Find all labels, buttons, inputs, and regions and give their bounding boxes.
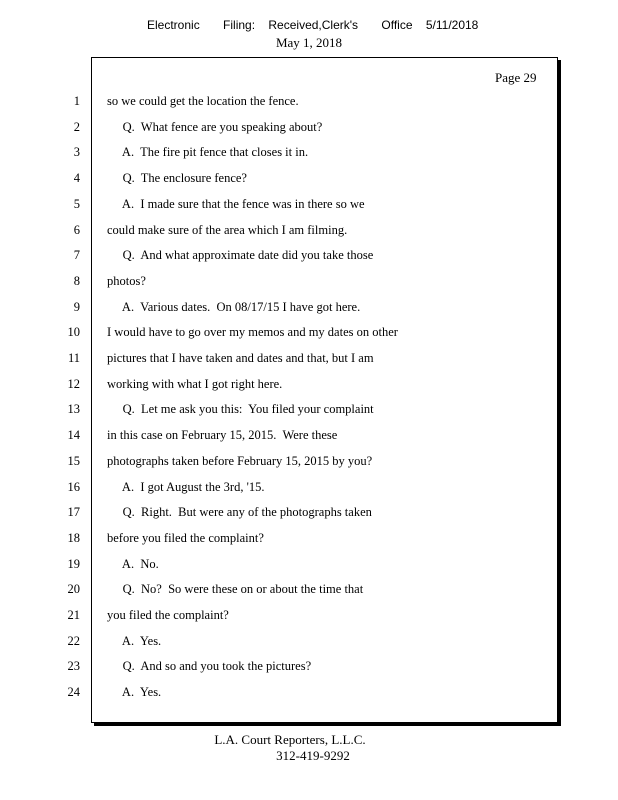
line-number: 18 (67, 530, 80, 545)
filing-stamp-date: 5/11/2018 (425, 18, 479, 32)
line-number: 16 (67, 479, 80, 494)
line-text: A. Yes. (107, 633, 162, 648)
line-text: so we could get the location the fence. (107, 94, 299, 108)
line-text: Q. No? So were these on or about the time that (107, 582, 364, 597)
line-text: A. No. (107, 556, 159, 571)
line-text: A. Various dates. On 08/17/15 I have got here. (107, 299, 361, 314)
transcript-line (0, 322, 560, 342)
transcript-line (0, 91, 560, 111)
transcript-line (0, 631, 560, 651)
line-number: 8 (73, 273, 80, 288)
filing-stamp-office: Office (381, 18, 413, 32)
transcript-line (0, 168, 560, 188)
line-text: you filed the complaint? (107, 608, 229, 622)
line-text: I would have to go over my memos and my dates on other (107, 325, 398, 340)
line-text: A. I got August the 3rd, '15. (107, 479, 265, 494)
filing-stamp-electronic: Electronic (147, 18, 200, 32)
line-text: Q. And what approximate date did you take those (107, 248, 374, 263)
line-number: 15 (67, 453, 80, 468)
transcript-line (0, 399, 560, 419)
transcript-line (0, 245, 560, 265)
transcript-line (0, 605, 560, 625)
line-number: 4 (73, 171, 80, 186)
transcript-line (0, 220, 560, 240)
footer-company: L.A. Court Reporters, L.L.C. (214, 732, 366, 747)
footer-phone: 312-419-9292 (276, 748, 350, 763)
line-text: Q. And so and you took the pictures? (107, 659, 312, 674)
line-text: A. Yes. (107, 685, 162, 700)
line-number: 2 (73, 119, 80, 134)
transcript-line (0, 117, 560, 137)
line-number: 19 (67, 556, 80, 571)
transcript-line (0, 374, 560, 394)
page-number: Page 29 (495, 70, 537, 85)
transcript-line (0, 682, 560, 702)
transcript-line (0, 425, 560, 445)
line-number: 21 (67, 608, 80, 622)
line-number: 9 (73, 299, 80, 314)
transcript-line (0, 656, 560, 676)
line-text: A. I made sure that the fence was in there so we (107, 196, 365, 211)
transcript-line (0, 554, 560, 574)
line-number: 14 (67, 428, 80, 443)
line-text: could make sure of the area which I am filming. (107, 222, 348, 237)
transcript-line (0, 194, 560, 214)
transcript-date: May 1, 2018 (275, 35, 343, 50)
line-number: 17 (67, 505, 80, 520)
filing-stamp-received: Received,Clerk's (268, 18, 359, 32)
line-number: 24 (67, 685, 80, 700)
transcript-line (0, 451, 560, 471)
line-number: 11 (67, 351, 80, 365)
line-number: 3 (73, 145, 80, 160)
line-number: 5 (73, 196, 80, 211)
line-number: 1 (73, 94, 80, 108)
line-number: 23 (67, 659, 80, 674)
line-text: photos? (107, 273, 146, 288)
transcript-line (0, 271, 560, 291)
transcript-line (0, 528, 560, 548)
line-number: 10 (67, 325, 80, 340)
transcript-line (0, 579, 560, 599)
filing-stamp (147, 18, 478, 32)
line-number: 7 (73, 248, 80, 263)
line-number: 13 (67, 402, 80, 417)
line-text: A. The fire pit fence that closes it in. (107, 145, 309, 160)
filing-stamp-filing: Filing: (223, 18, 256, 32)
line-number: 12 (67, 376, 80, 391)
transcript-line (0, 142, 560, 162)
line-text: pictures that I have taken and dates and that, but I am (107, 351, 374, 365)
line-text: Q. Let me ask you this: You filed your complaint (107, 402, 374, 417)
line-number: 6 (73, 222, 80, 237)
transcript-line (0, 297, 560, 317)
line-text: working with what I got right here. (107, 376, 283, 391)
line-number: 22 (67, 633, 80, 648)
line-text: before you filed the complaint? (107, 530, 264, 545)
line-text: Q. Right. But were any of the photographs taken (107, 505, 372, 520)
line-text: Q. What fence are you speaking about? (107, 119, 323, 134)
transcript-line (0, 477, 560, 497)
transcript-line (0, 348, 560, 368)
line-text: in this case on February 15, 2015. Were these (107, 428, 338, 443)
line-number: 20 (67, 582, 80, 597)
transcript-line (0, 502, 560, 522)
line-text: photographs taken before February 15, 2015 by you? (107, 453, 373, 468)
line-text: Q. The enclosure fence? (107, 171, 247, 186)
